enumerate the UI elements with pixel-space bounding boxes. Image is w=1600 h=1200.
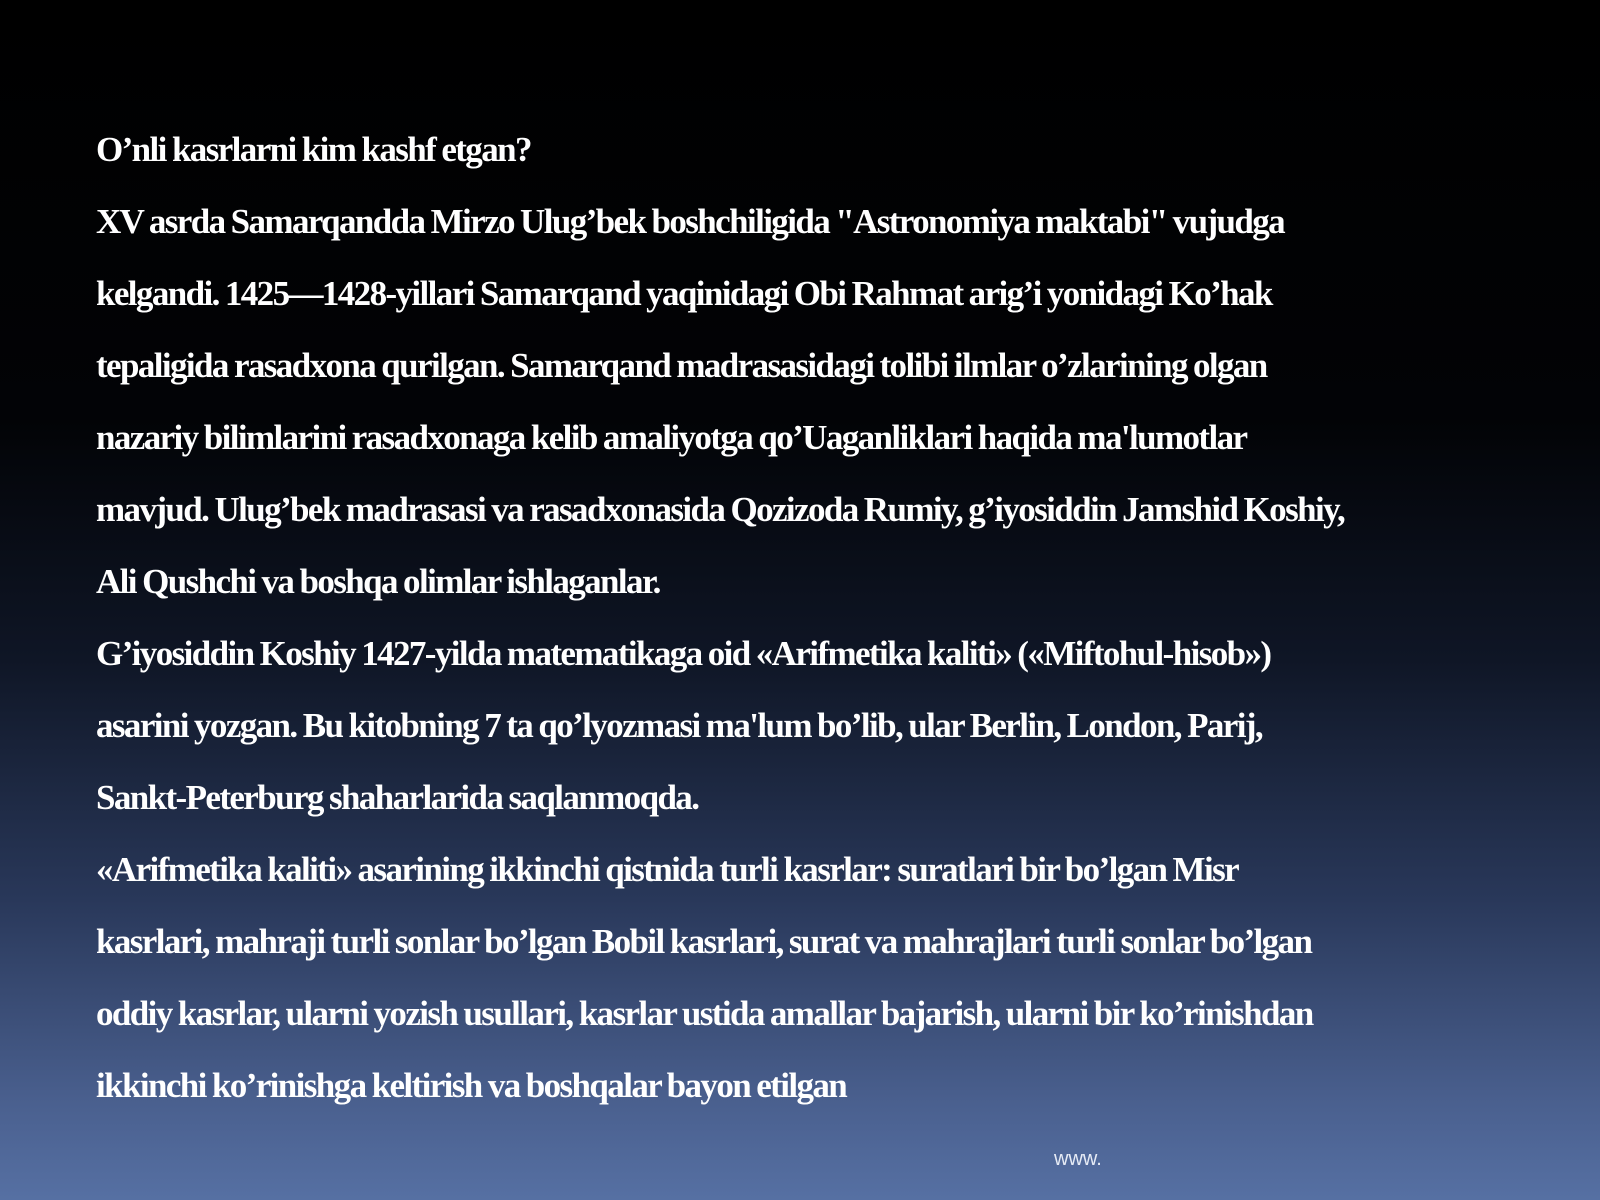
text-line: ikkinchi ko’rinishga keltirish va boshqalar bayon etilgan <box>96 1066 847 1105</box>
slide-body-text <box>96 114 1536 1122</box>
text-line: G’iyosiddin Koshiy 1427-yilda matematikaga oid «Arifmetika kaliti» («Miftohul-hisob») <box>96 634 1271 673</box>
text-line: tepaligida rasadxona qurilgan. Samarqand madrasasidagi tolibi ilmlar o’zlarining olgan <box>96 346 1267 385</box>
text-line: kelgandi. 1425—1428-yillari Samarqand yaqinidagi Obi Rahmat arig’i yonidagi Ko’hak <box>96 274 1272 313</box>
text-line: XV asrda Samarqandda Mirzo Ulug’bek boshchiligida "Astronomiya maktabi" vujudga <box>96 202 1285 241</box>
text-line: Ali Qushchi va boshqa olimlar ishlaganlar. <box>96 562 660 601</box>
text-line: «Arifmetika kaliti» asarining ikkinchi qistnida turli kasrlar: suratlari bir bo’lgan Misr <box>96 850 1239 889</box>
text-line: asarini yozgan. Bu kitobning 7 ta qo’lyozmasi ma'lum bo’lib, ular Berlin, London, Parij, <box>96 706 1263 745</box>
footer-url: www. <box>1054 1148 1102 1170</box>
text-line: mavjud. Ulug’bek madrasasi va rasadxonasida Qozizoda Rumiy, g’iyosiddin Jamshid Koshiy, <box>96 490 1345 529</box>
text-line: kasrlari, mahraji turli sonlar bo’lgan Bobil kasrlari, surat va mahrajlari turli sonlar bo’lgan <box>96 922 1312 961</box>
text-line: nazariy bilimlarini rasadxonaga kelib amaliyotga qo’Uaganliklari haqida ma'lumotlar <box>96 418 1247 457</box>
text-line: Sankt-Peterburg shaharlarida saqlanmoqda. <box>96 778 699 817</box>
slide-heading: O’nli kasrlarni kim kashf etgan? <box>96 130 531 169</box>
text-line: oddiy kasrlar, ularni yozish usullari, kasrlar ustida amallar bajarish, ularni bir ko’rinishdan <box>96 994 1313 1033</box>
